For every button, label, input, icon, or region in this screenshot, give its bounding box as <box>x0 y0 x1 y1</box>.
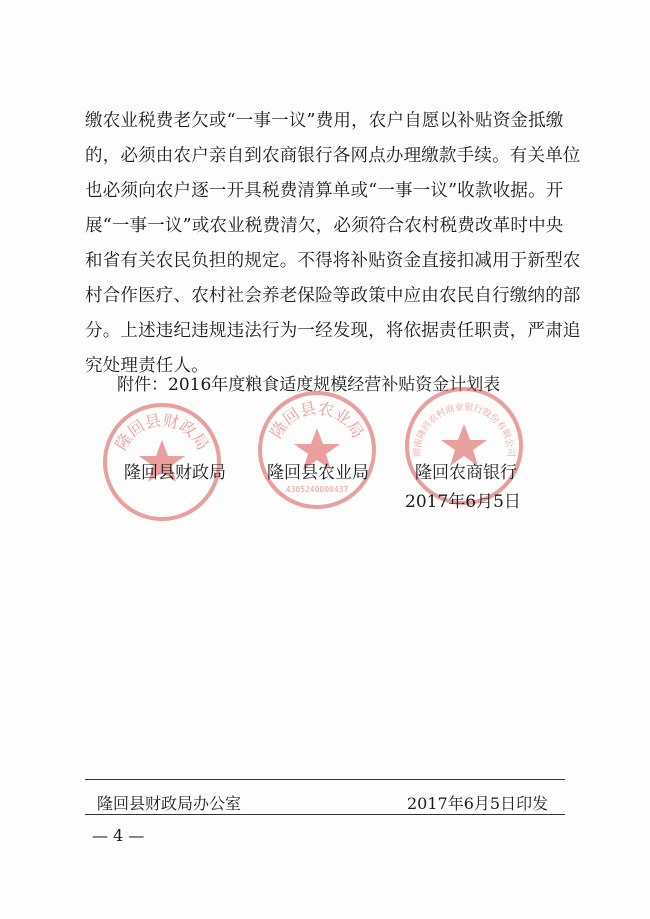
seal-code: 4305240000437 <box>285 485 349 494</box>
body-line: 的，必须由农户亲自到农商银行各网点办理缴款手续。有关单位 <box>85 146 581 166</box>
seal-text: 隆回县财政局 <box>111 410 213 454</box>
body-line: 也必须向农户逐一开具税费清算单或“一事一议”收款收据。开 <box>85 181 564 201</box>
attachment-line: 附件：2016年度粮食适度规模经营补贴资金计划表 <box>117 375 501 395</box>
agriculture-seal <box>255 388 379 512</box>
body-line: 和省有关农民负担的规定。不得将补贴资金直接扣减用于新型农 <box>85 251 581 271</box>
footer-divider-top <box>85 779 565 780</box>
signatory-agriculture: 隆回县农业局 <box>267 463 369 483</box>
issuing-office: 隆回县财政局办公室 <box>97 794 242 813</box>
footer-divider-bottom <box>85 814 565 815</box>
body-line: 展“一事一议”或农业税费清欠，必须符合农村税费改革时中央 <box>85 216 564 236</box>
signatory-bank: 隆回农商银行 <box>415 463 517 483</box>
signatory-finance: 隆回县财政局 <box>124 463 226 483</box>
body-paragraph <box>85 104 581 384</box>
seal-text: 湖南隆回农村商业银行股份有限公司 <box>412 402 516 458</box>
document-date: 2017年6月5日 <box>405 492 521 512</box>
body-line: 究处理责任人。 <box>85 356 209 376</box>
body-line: 缴农业税费老欠或“一事一议”费用，农户自愿以补贴资金抵缴 <box>85 111 564 131</box>
page-number: — 4 — <box>92 826 145 845</box>
body-line: 村合作医疗、农村社会养老保险等政策中应由农民自行缴纳的部 <box>85 286 581 306</box>
issue-date: 2017年6月5日印发 <box>407 794 549 813</box>
seal-text: 隆回县农业局 <box>266 398 368 442</box>
body-line: 分。上述违纪违规违法行为一经发现，将依据责任职责，严肃追 <box>85 321 581 341</box>
